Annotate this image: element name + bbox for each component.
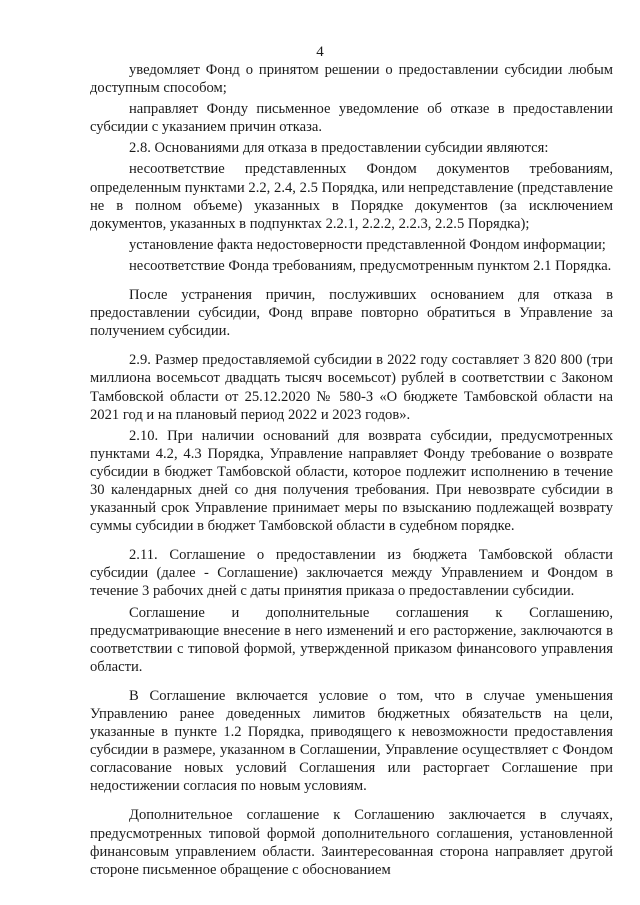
paragraph-2-9: 2.9. Размер предоставляемой субсидии в 2022 году составляет 3 820 800 (три миллиона восемьсот двадцать тысяч восемьсот) рублей в соответствии с Законом Тамбовской области от 25.12.2020 № 580-З «О бюджете Тамбовской области на 2021 год и на плановый период 2022 и 2023 годов». (90, 352, 613, 423)
paragraph-2-10: 2.10. При наличии оснований для возврата субсидии, предусмотренных пунктами 4.2, 4.3 Порядка, Управление направляет Фонду требование о возврате субсидии в бюджет Тамбовской области, которое подлежит исполнению в течение 30 календарных дней со дня получения требования. При невозврате субсидии в указанный срок Управление принимает меры по взысканию подлежащей возврату суммы субсидии в бюджет Тамбовской области в судебном порядке. (90, 427, 613, 535)
paragraph-notify-fund: уведомляет Фонд о принятом решении о предоставлении субсидии любым доступным способом; (90, 62, 613, 97)
paragraph-documents-mismatch: несоответствие представленных Фондом документов требованиям, определенным пунктами 2.2, 2.4, 2.5 Порядка, или непредставление (представление не в полном объеме) указанных в Порядке документов (за исключением документов, указанных в подпунктах 2.2.1, 2.2.2, 2.2.3, 2.2.5 Порядка); (90, 161, 613, 232)
document-body (90, 61, 613, 879)
paragraph-2-8: 2.8. Основаниями для отказа в предоставлении субсидии являются: (129, 140, 549, 157)
paragraph-2-11: 2.11. Соглашение о предоставлении из бюджета Тамбовской области субсидии (далее - Соглашение) заключается между Управлением и Фондом в течение 3 рабочих дней с даты принятия приказа о предоставлении субсидии. (90, 547, 613, 600)
paragraph-limits-condition: В Соглашение включается условие о том, что в случае уменьшения Управлению ранее доведенных лимитов бюджетных обязательств на цели, указанные в пункте 1.2 Порядка, приводящего к невозможности предоставления субсидии в размере, указанном в Соглашении, Управление осуществляет с Фондом согласование новых условий Соглашения или расторгает Соглашение при недостижении согласия по новым условиям. (90, 687, 613, 795)
page-number: 4 (316, 44, 324, 60)
paragraph-agreement-form: Соглашение и дополнительные соглашения к Соглашению, предусматривающие внесение в него изменений и его расторжение, заключаются в соответствии с типовой формой, утвержденной приказом финансового управления области. (90, 604, 613, 675)
paragraph-false-information: установление факта недостоверности представленной Фондом информации; (129, 236, 606, 253)
paragraph-additional-agreement: Дополнительное соглашение к Соглашению заключается в случаях, предусмотренных типовой формой дополнительного соглашения, установленной финансовым управлением области. Заинтересованная сторона направляет другой стороне письменное обращение с обоснованием (90, 807, 613, 878)
paragraph-fund-mismatch: несоответствие Фонда требованиям, предусмотренным пунктом 2.1 Порядка. (129, 257, 612, 274)
paragraph-refusal-notice: направляет Фонду письменное уведомление об отказе в предоставлении субсидии с указанием причин отказа. (90, 101, 613, 136)
paragraph-reapply: После устранения причин, послуживших основанием для отказа в предоставлении субсидии, Фонд вправе повторно обратиться в Управление за получением субсидии. (90, 287, 613, 340)
